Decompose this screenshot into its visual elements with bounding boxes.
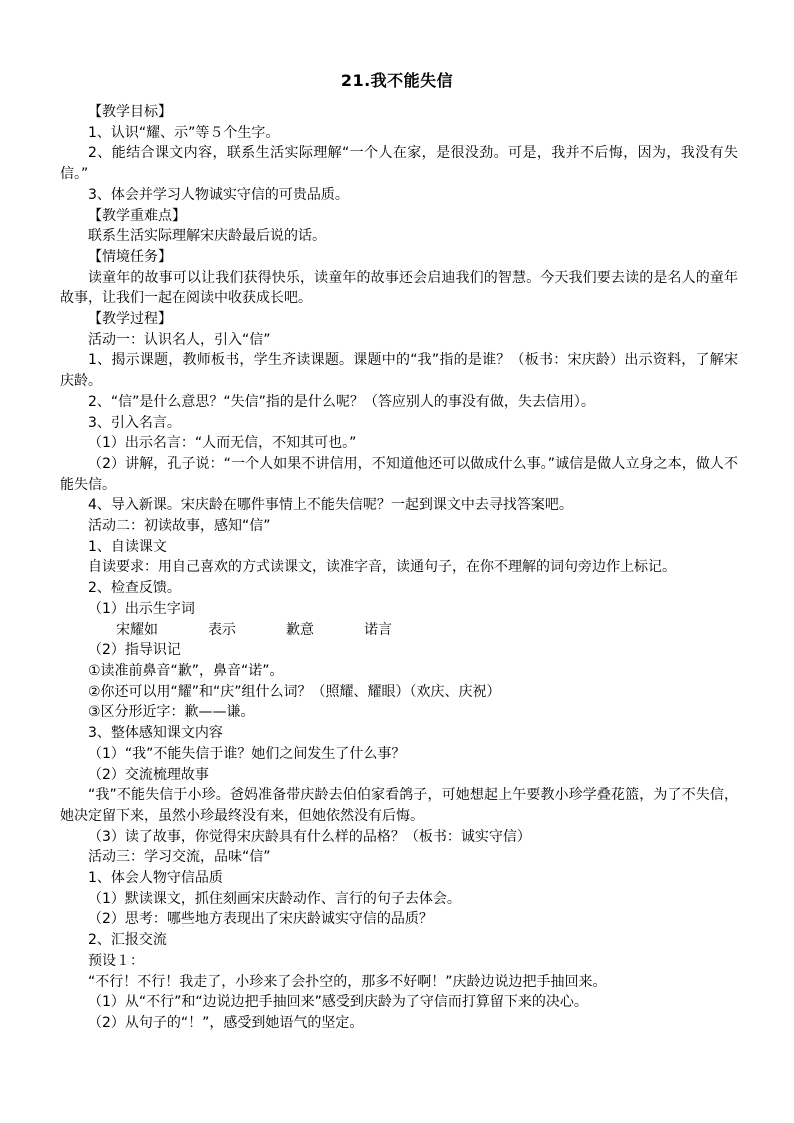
paragraph: 2、汇报交流 [88, 932, 167, 949]
section-heading-situation-task: 【情境任务】 [88, 248, 172, 265]
paragraph: ②你还可以用“耀”和“庆”组什么词？（照耀、耀眼）（欢庆、庆祝） [88, 683, 501, 700]
paragraph: 自读要求：用自己喜欢的方式读课文，读准字音，读通句子，在你不理解的词句旁边作上标记。 [88, 559, 676, 576]
paragraph: （3）读了故事，你觉得宋庆龄具有什么样的品格？（板书：诚实守信） [88, 828, 531, 845]
paragraph: 1、体会人物守信品质 [88, 870, 223, 887]
paragraph: 3、体会并学习人物诚实守信的可贵品质。 [88, 186, 349, 203]
paragraph: （2）讲解，孔子说：“一个人如果不讲信用，不知道他还可以做成什么事。”诚信是做人立身之本，做人不能失信。 [60, 455, 738, 493]
quote-paragraph: “不行！不行！我走了，小珍来了会扑空的，那多不好啊！”庆龄边说边把手抽回来。 [88, 973, 607, 990]
paragraph: （1）默读课文，抓住刻画宋庆龄动作、言行的句子去体会。 [88, 890, 461, 907]
paragraph: （1）出示名言：“人而无信，不知其可也。” [88, 435, 357, 452]
paragraph: ③区分形近字：歉——谦。 [88, 704, 255, 721]
paragraph: 3、整体感知课文内容 [88, 725, 223, 742]
paragraph: （2）思考：哪些地方表现出了宋庆龄诚实守信的品质？ [88, 911, 433, 928]
document-title: 21.我不能失信 [340, 71, 454, 90]
paragraph: （1）出示生字词 [88, 600, 195, 617]
vocabulary-line [60, 620, 738, 641]
section-heading-teaching-process: 【教学过程】 [88, 311, 172, 328]
section-heading-teaching-goals: 【教学目标】 [88, 104, 172, 120]
paragraph: 读童年的故事可以让我们获得快乐，读童年的故事还会启迪我们的智慧。今天我们要去读的是名人的童年故事，让我们一起在阅读中收获成长吧。 [60, 269, 738, 307]
vocab-word: 表示 [208, 621, 236, 638]
paragraph: 1、揭示课题，教师板书，学生齐读课题。课题中的“我”指的是谁？（板书：宋庆龄）出示资料，了解宋庆龄。 [60, 352, 738, 390]
paragraph: 2、能结合课文内容，联系生活实际理解“一个人在家，是很没劲。可是，我并不后悔，因为，我没有失信。” [60, 145, 738, 183]
activity-heading: 活动三：学习交流，品味“信” [88, 849, 271, 866]
paragraph: ①读准前鼻音“歉”，鼻音“诺”。 [88, 662, 284, 679]
paragraph: 2、检查反馈。 [88, 580, 181, 597]
activity-heading: 活动一：认识名人，引入“信” [88, 331, 271, 348]
paragraph: 联系生活实际理解宋庆龄最后说的话。 [88, 228, 326, 245]
paragraph: “我”不能失信于小珍。爸妈准备带庆龄去伯伯家看鸽子，可她想起上午要教小珍学叠花篮，为了不失信，她决定留下来，虽然小珍最终没有来，但她依然没有后悔。 [60, 787, 738, 824]
vocab-word: 歉意 [286, 621, 314, 638]
activity-heading: 活动二：初读故事，感知“信” [88, 518, 271, 535]
paragraph: （2）从句子的“！”，感受到她语气的坚定。 [88, 1014, 364, 1031]
vocab-word: 宋耀如 [116, 621, 158, 638]
paragraph: 4、导入新课。宋庆龄在哪件事情上不能失信呢？一起到课文中去寻找答案吧。 [88, 497, 573, 514]
section-heading-key-points: 【教学重难点】 [88, 207, 186, 224]
paragraph: 1、认识“耀、示”等５个生字。 [88, 124, 280, 141]
paragraph: 2、“信”是什么意思？“失信”指的是什么呢？（答应别人的事没有做，失去信用）。 [88, 393, 595, 410]
paragraph: （2）交流梳理故事 [88, 766, 209, 783]
paragraph: 1、自读课文 [88, 538, 167, 555]
paragraph: 预设１： [88, 952, 144, 969]
paragraph: （2）指导识记 [88, 642, 181, 659]
paragraph: （1）“我”不能失信于谁？她们之间发生了什么事？ [88, 745, 406, 762]
vocab-word: 诺言 [364, 621, 392, 638]
document-body [60, 102, 738, 1034]
paragraph: （1）从“不行”和“边说边把手抽回来”感受到庆龄为了守信而打算留下来的决心。 [88, 994, 588, 1011]
paragraph: 3、引入名言。 [88, 414, 181, 431]
